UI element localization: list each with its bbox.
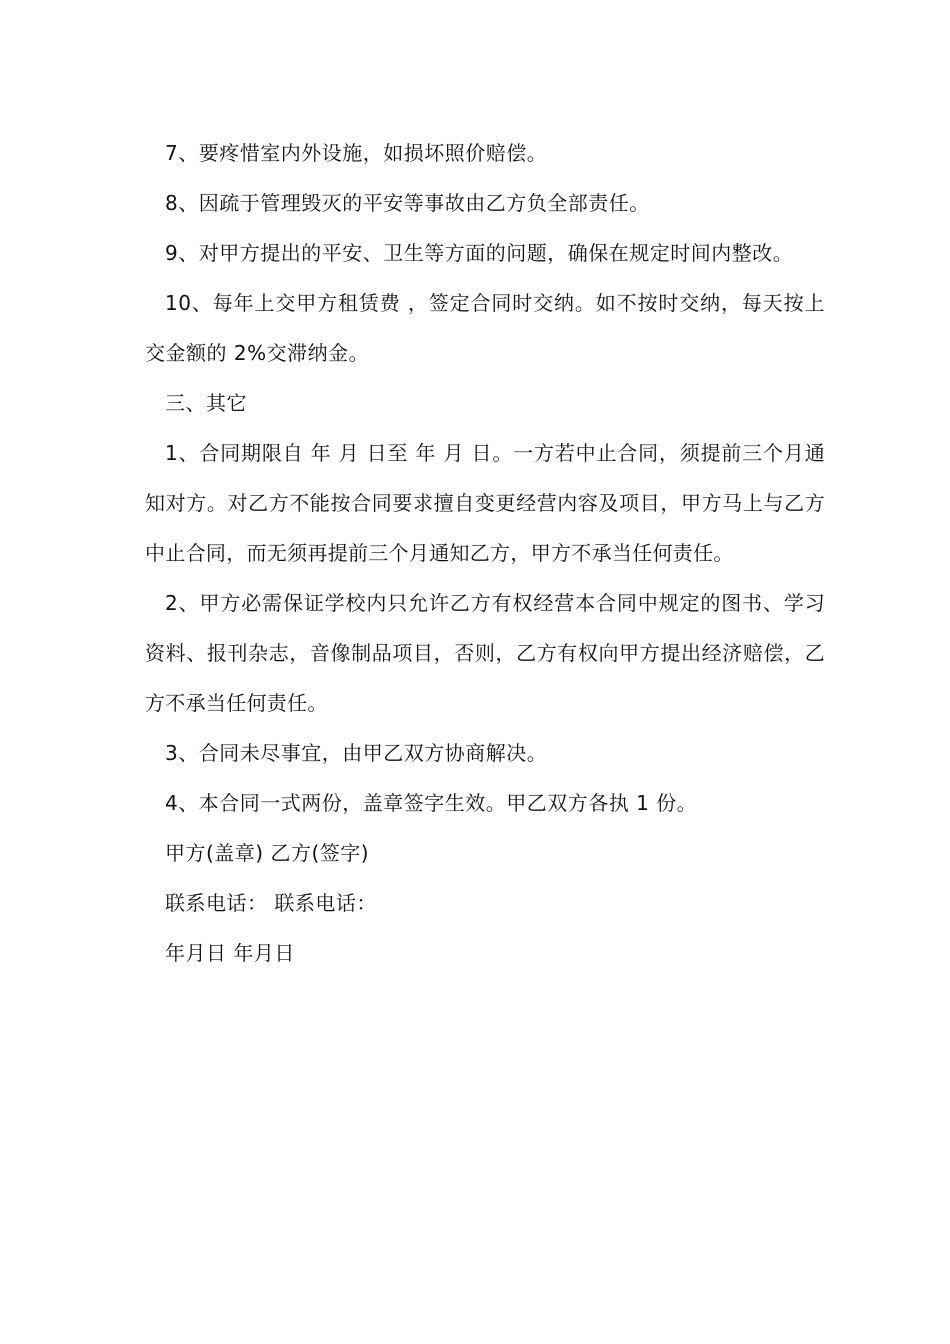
contact-phones: 联系电话： 联系电话：	[165, 891, 377, 915]
clause-10: 10、每年上交甲方租赁费 ，签定合同时交纳。如不按时交纳，每天按上交金额的 2%交滞纳金。	[145, 291, 825, 365]
other-clause-2: 2、甲方必需保证学校内只允许乙方有权经营本合同中规定的图书、学习资料、报刊杂志，音像制品项目，否则，乙方有权向甲方提出经济赔偿，乙方不承当任何责任。	[145, 591, 825, 715]
clause-9: 9、对甲方提出的平安、卫生等方面的问题，确保在规定时间内整改。	[165, 241, 794, 265]
clause-7: 7、要疼惜室内外设施，如损坏照价赔偿。	[165, 141, 548, 165]
signature-dates: 年月日 年月日	[165, 941, 295, 965]
section-heading-other: 三、其它	[165, 391, 247, 415]
clause-8: 8、因疏于管理毁灭的平安等事故由乙方负全部责任。	[165, 191, 650, 215]
signature-parties: 甲方(盖章) 乙方(签字)	[165, 841, 370, 865]
contract-body	[145, 128, 825, 978]
other-clause-4: 4、本合同一式两份，盖章签字生效。甲乙双方各执 1 份。	[165, 791, 698, 815]
other-clause-1: 1、合同期限自 年 月 日至 年 月 日。一方若中止合同，须提前三个月通知对方。对乙方不能按合同要求擅自变更经营内容及项目，甲方马上与乙方中止合同，而无须再提前三个月通知乙方，甲方不承当任何责任。	[145, 441, 825, 565]
other-clause-3: 3、合同未尽事宜，由甲乙双方协商解决。	[165, 741, 548, 765]
